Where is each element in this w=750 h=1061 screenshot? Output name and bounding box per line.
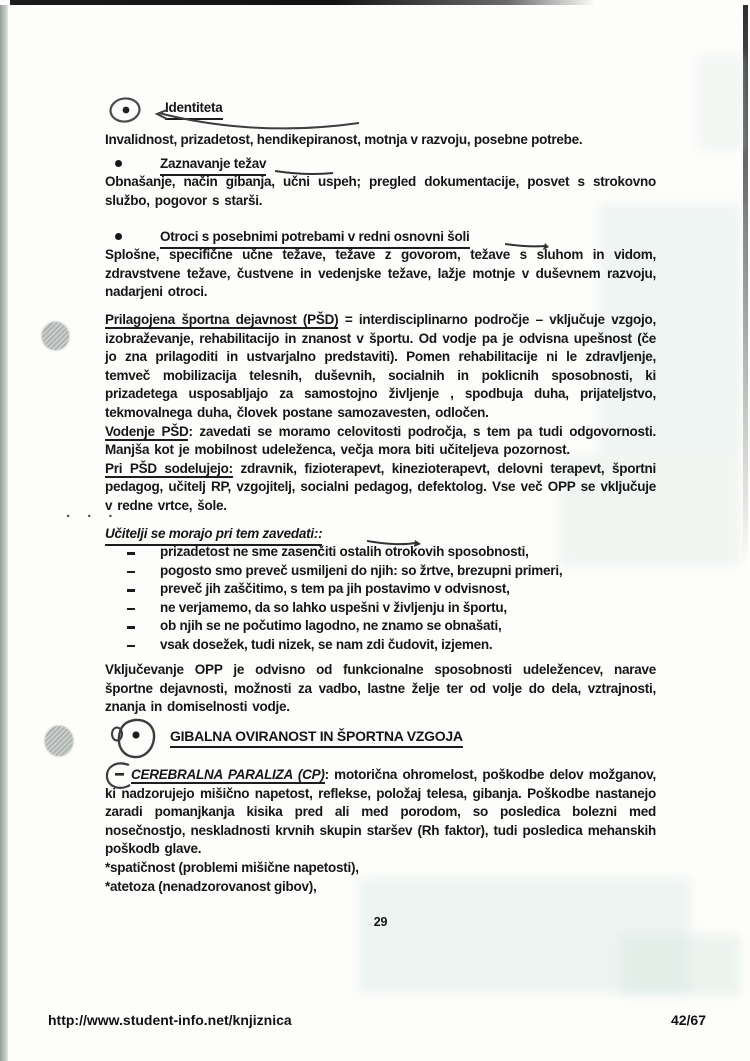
margin-dots-annotation: · · · [66, 508, 120, 525]
list-item-text: preveč jih zaščitimo, s tem pa jih postavimo v odvisnost, [160, 581, 510, 597]
scan-artifact [698, 55, 743, 150]
vodenje-term: Vodenje PŠD [105, 423, 189, 439]
paragraph [105, 766, 656, 859]
scan-left-edge-strip [0, 5, 8, 1061]
section-heading-ucitelji [105, 525, 656, 545]
scan-artifact [620, 935, 740, 995]
paragraph [105, 423, 656, 460]
cerebralna-term: CEREBRALNA PARALIZA (CP) [131, 767, 325, 782]
section-heading-gibalna [105, 727, 656, 747]
dash-bullet-icon [127, 645, 135, 648]
paragraph: Invalidnost, prizadetost, hendikepiranost, motnja v razvoju, posebne potrebe. [105, 131, 583, 147]
hole-punch-shadow [42, 322, 69, 350]
paragraph [105, 460, 656, 516]
list-item-text: ne verjamemo, da so lahko uspešni v življenju in športu, [160, 599, 507, 615]
circled-bullet-icon [111, 717, 159, 761]
sodelujejo-term: Pri PŠD sodelujejo: [105, 460, 233, 476]
section-heading-otroci [105, 228, 656, 248]
list-item [105, 599, 656, 618]
circled-bullet-icon [107, 96, 143, 126]
note-line: *atetoza (nenadzorovanost gibov), [105, 878, 317, 894]
teacher-awareness-list [105, 543, 656, 655]
note-line: *spatičnost (problemi mišične napetosti), [105, 859, 359, 875]
psd-section [105, 311, 656, 516]
list-item-text: vsak dosežek, tudi nizek, se nam zdi čudovit, izjemen. [160, 636, 493, 652]
section-heading-zaznavanje [105, 155, 656, 175]
psd-term: Prilagojena športna dejavnost (PŠD) [105, 312, 339, 327]
heading-main: Učitelji se morajo pri tem zavedati [105, 526, 314, 541]
dash-bullet-icon [127, 626, 135, 629]
paragraph-text: : zavedati se moramo celovitosti področja, s tem pa tudi odgovornosti. Manjša kot je mobilnost udeleženca, večja mora biti učiteljeva pozornost. [105, 423, 656, 458]
paragraph-text: zdravnik, fizioterapevt, kinezioterapevt, delovni terapevt, športni pedagog, učitelj RP, vzgojitelj, socialni pedagog, defektolog. Vse več OPP se vključuje v redne vrtce, šole. [105, 460, 657, 513]
list-item [105, 562, 656, 581]
footer-source-url[interactable]: http://www.student-info.net/knjiznica [48, 1012, 292, 1028]
paragraph: Splošne, specifične učne težave, težave z govorom, težave s sluhom in vidom, zdravstvene težave, čustvene in vedenjske težave, lažje motnje v duševnem razvoju, nadarjeni otroci. [105, 247, 656, 300]
paragraph-text: = interdisciplinarno področje – vključuje vzgojo, izobraževanje, rehabilitacijo in znanost v športu. Od vodje pa je odvisna upešnost (če jo zna prilagoditi in ustvarjalno predstaviti). Pomen rehabilitacije ni le zdravljenje, temveč mobilizacija telesnih, duševnih, socialnih in poklicnih sposobnosti, ki prizadetega usposabljajo za samostojno življenje , spodbuja duha, prijateljstvo, tekmovalnega duha, človek postane samozavesten, odločen. [105, 312, 657, 420]
circled-dash-icon [103, 761, 137, 793]
heading-suffix: :: [313, 526, 323, 541]
heading-text: Zaznavanje težav [160, 155, 266, 176]
paragraph [105, 311, 656, 423]
bullet-icon [115, 160, 122, 167]
paragraph: Vključevanje OPP je odvisno od funkcionalne sposobnosti udeležencev, narave športne dejavnosti, možnosti za vadbo, lastne želje ter od volje do dela, vztrajnosti, znanja in domiselnosti vodje. [105, 662, 656, 715]
dash-bullet-icon [127, 552, 135, 555]
dash-bullet-icon [127, 571, 135, 574]
bullet-icon [115, 233, 122, 240]
section-heading-identiteta [105, 99, 656, 119]
scan-right-edge-line [743, 5, 748, 565]
list-item [105, 617, 656, 636]
scan-top-edge-bar [10, 0, 595, 5]
heading-text: GIBALNA OVIRANOST IN ŠPORTNA VZGOJA [170, 727, 463, 748]
heading-text: Otroci s posebnimi potrebami v redni osnovni šoli [160, 228, 470, 249]
paragraph: Obnašanje, način gibanja, učni uspeh; pregled dokumentacije, posvet s strokovno službo, pogovor s starši. [105, 174, 656, 208]
list-item [105, 636, 656, 655]
hole-punch-shadow [45, 726, 73, 756]
list-item-text: pogosto smo preveč usmiljeni do njih: so žrtve, brezupni primeri, [160, 562, 563, 578]
list-item [105, 543, 656, 562]
paragraph-text: : motorična ohromelost, poškodbe delov možganov, ki nadzorujejo mišično napetost, reflekse, položaj telesa, gibanja. Poškodbe nastanejo zaradi pomanjkanja kisika pred ali med porodom, so posledica bolezni med nosečnostjo, neskladnosti krvnih skupin staršev (Rh faktor), tudi posledica mehanskih poškodb glave. [105, 767, 656, 857]
heading-text: Identiteta [165, 99, 223, 120]
cerebralna-section [105, 766, 656, 896]
list-item [105, 580, 656, 599]
dash-bullet-icon [127, 608, 135, 611]
footer-page-indicator: 42/67 [670, 1012, 706, 1028]
page-number: 29 [373, 915, 388, 929]
dash-bullet-icon [127, 589, 135, 592]
list-item-text: ob njih se ne počutimo lagodno, ne znamo se obnašati, [160, 618, 502, 634]
list-item-text: prizadetost ne sme zasenčiti ostalih otrokovih sposobnosti, [160, 544, 529, 559]
